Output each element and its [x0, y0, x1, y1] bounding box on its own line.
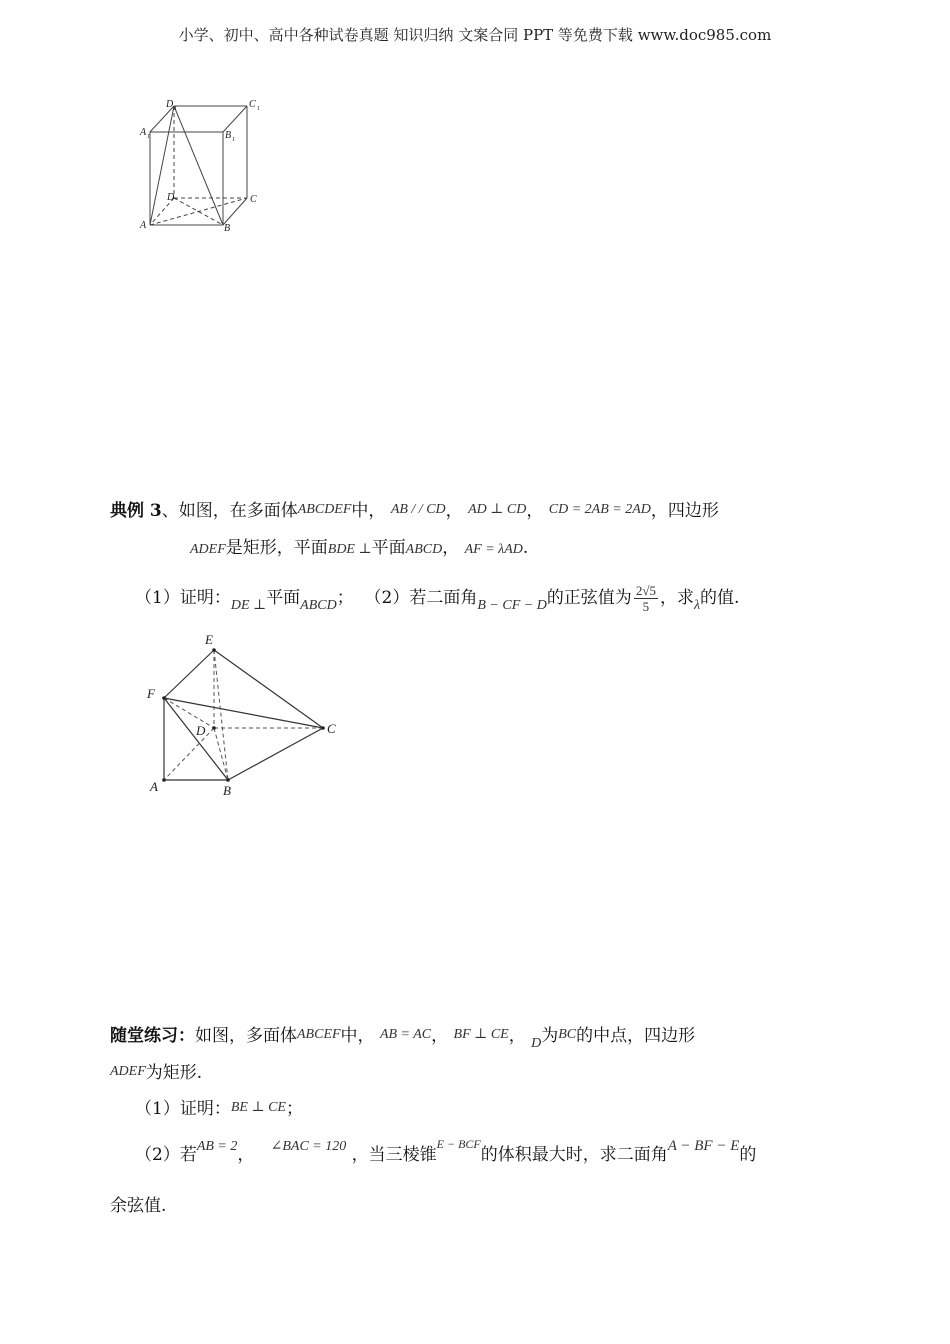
edge-ef — [164, 650, 214, 698]
svg-text:1: 1 — [232, 137, 235, 143]
polyhedron-figure — [140, 628, 350, 803]
label-a: A — [150, 779, 158, 794]
svg-text:1: 1 — [147, 134, 150, 140]
practice-line1: 随堂练习：如图，多面体ABCEF中， AB = AC， BF ⊥ CE， $_D$为BC的中点，四边形 — [110, 1026, 696, 1051]
edge-bc — [228, 728, 323, 780]
label-c1: C — [249, 99, 256, 110]
edge-eb — [214, 650, 228, 780]
label-c: C — [250, 194, 257, 205]
label-d: D — [196, 723, 206, 738]
label-c: C — [327, 721, 336, 736]
example3-line2: ADEF是矩形，平面BDE ⊥平面ABCD， AF = λAD. — [190, 538, 529, 558]
edge-d1b — [174, 106, 223, 225]
practice-line2: ADEF为矩形. — [110, 1063, 203, 1083]
label-f: F — [147, 686, 155, 701]
example3-line1: 典例 3、如图，在多面体ABCDEF中， AB / / CD， AD ⊥ CD， CD = 2AB = 2AD，四边形 — [110, 501, 719, 521]
edge-fc — [164, 698, 323, 728]
prism-figure — [130, 90, 290, 240]
practice-q1: （1）证明：BE ⊥ CE； — [135, 1099, 303, 1119]
label-b1: B — [225, 130, 232, 141]
edge-db — [214, 728, 228, 780]
label-a: A — [140, 220, 147, 231]
label-a1: A — [140, 127, 147, 138]
edge-ac — [150, 198, 247, 225]
practice-q2: （2）若$^{AB = 2}$， $^{\angle BAC = 120}$ ，当三棱锥$^{E - BCF}$的体积最大时，求二面角A − BF − E的 — [135, 1137, 757, 1165]
edge-d1a — [150, 106, 174, 225]
practice-title: 随堂练习： — [110, 1026, 195, 1046]
label-d: D — [167, 192, 175, 203]
label-b: B — [223, 783, 231, 798]
svg-text:1: 1 — [257, 106, 260, 112]
edge-fb — [164, 698, 228, 780]
edge-bc — [223, 198, 247, 225]
label-b: B — [224, 223, 231, 234]
practice-q2-line2: 余弦值. — [110, 1196, 167, 1216]
svg-text:1: 1 — [174, 106, 177, 112]
sine-fraction: $\frac{2√5}{5}$ — [635, 583, 656, 614]
edge-da — [164, 728, 214, 780]
example3-questions: （1）证明：$_{DE \perp}$平面$_{ABCD}$； （2）若二面角$_{B - CF - D}$的正弦值为 $\frac{2√5}{5}$ ，求$_\lambda$的值. — [135, 583, 740, 614]
label-e: E — [205, 632, 213, 647]
edge-ec — [214, 650, 323, 728]
label-d1: D — [166, 99, 174, 110]
example3-title: 典例 3 — [110, 501, 162, 521]
page-header: 小学、初中、高中各种试卷真题 知识归纳 文案合同 PPT 等免费下载 www.doc985.com — [178, 26, 772, 44]
edge-b1c1 — [223, 106, 247, 132]
